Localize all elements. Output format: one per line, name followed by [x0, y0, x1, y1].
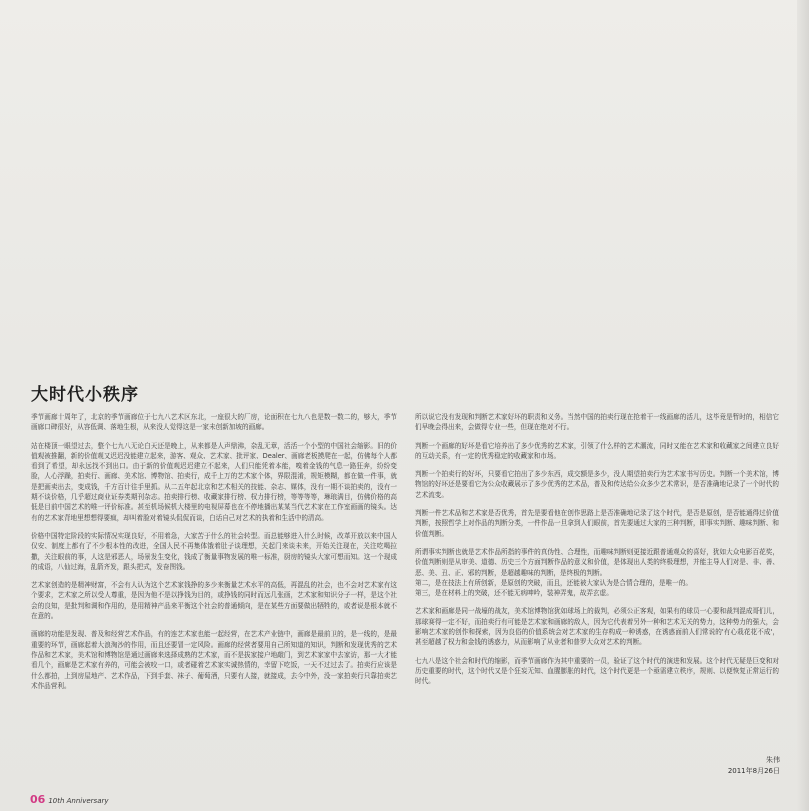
- paragraph: 站在楼顶一眼望过去，整个七九八无论白天还是晚上，从来都是人声鼎沸，杂乱无章，活活一个小型的中国社会缩影。旧的价值观被推翻，新的价值观又迟迟没能建立起来，游客、观众、艺术家、批评家、Dealer、画廊老板摸爬在一起，仿佛每个人都看到了希望，却永远找不到出口。由于新的价值观迟迟建立不起来，人们只能凭着本能，嗅着金钱的气息一路狂奔，纷纷变脸，人心浮躁，拍卖行、画廊、美术馆、博物馆、拍卖行，成千上万的艺术家个体，界限混淆，规矩模糊，都在做一件事，就是把画卖出去，变成钱，千方百计往手里抓。从二五年起北京和艺术相关的技能、杂志、媒体，没有一期不谈拍卖的，没有一期不谈价格，几乎超过商业证券类期刊杂志。拍卖排行榜、收藏家排行榜、权力排行榜，等等等等，琳琅满目，仿佛价格的高低是目前中国艺术的唯一评价标准。甚至机场候机大楼里的电视屏幕也在不停地播出某某当代艺术家在工作室画画的镜头。达有的艺术家背地里想想得要疯，却叫着脸对着镜头侃侃而谈，白话自己对艺术的执着和生活中的清高。: [31, 441, 397, 522]
- paragraph: 七九八是这个社会和时代的缩影，而季节画廊作为其中重要的一员，验证了这个时代的演进和发展。这个时代无疑是巨变和对历史重要的时代，这个时代又是个狂妄无知、血腥膨胀的时代，这个时代更是一个亟需建立秩序，规则、以便恢复正常运行的时代。: [415, 656, 779, 686]
- paragraph: 艺术家创造的是精神财富，不会有人认为这个艺术家钱挣的多少来衡量艺术水平的高低，再混乱的社会，也不会对艺术家有这个要求，艺术家之所以受人尊重，是因为他不是以挣钱为目的，或挣钱的同时而远几张画，艺术家和知识分子一样，是这个社会的良知，是批判和调和作用的，是用精神产品来平衡这个社会的普通倾向，是在某些方面要做出牺牲的，或者说是根本就不在意的。: [31, 581, 397, 621]
- paragraph: 判断一件艺术品和艺术家是否优秀，首先是要看他在创作思路上是否准确地记录了这个时代，是否是原创，是否能通得过价值判断，按照哲学上对作品的判断分类，一件作品一旦拿到人们眼前，首先要通过大家的三种判断，即事实判断、趣味判断、和价值判断。: [415, 509, 779, 538]
- left-column: [31, 412, 397, 699]
- page-footer: [30, 793, 109, 806]
- paragraph: 价格中国特定阶段的实际情况实现良好，不用着急，大家苦于什么的社会转型。而总能够进入什么时候，改革开放以来中国人仅安、制度上都有了不少根本性的改进，全国人民不再集体饿着肚子谈理想，关起门来谈未来，开始关注现在，关注吃喝拉撒，关注眼前的事，人这是邪恶人，场景发生变化，钱成了衡量事物发展的唯一标准，厨房的镜头大家可想而知。这一个现成的成语，八仙过海，乱箭齐发，跟头把式，发奋图钱。: [31, 531, 397, 571]
- paragraph: 所谓事实判断也就是艺术作品所指的事件的真伪性、合理性，而趣味判断则更接近跟普通观众的喜好，犹如大众电影百花奖，价值判断则是从审美、道德、历史三个方面判断作品的意义和价值，是体现出人类的终极理想，并能主导人们对是、非、善、恶、美、丑、正、邪的判断，是超越趣味的判断，是终极的判断。: [415, 547, 779, 577]
- binding-shadow: [797, 0, 809, 811]
- paragraph: 判断一个画廊的好坏是看它培养出了多少优秀的艺术家，引领了什么样的艺术潮流，同时又能在艺术家和收藏家之间建立良好的互动关系，有一定的优秀稳定的收藏家和市场。: [415, 441, 779, 460]
- article-title: 大时代小秩序: [31, 385, 139, 405]
- paragraph: 艺术家和画廊是同一战壕的战友，美术馆博物馆犹如球场上的裁判，必须公正客观，如果有的球员一心要和裁判混成哥们儿，那球赛得一定不好，而拍卖行有可能是艺术家和画廊的敌人，因为它代表着另外一种和艺术无关的势力，这种势力的强大，会影响艺术家的创作和探索，因为良俗的价值系统会对艺术家的生存构成一种诱惑，在诱惑面前人们常说的'有心栽花花不成'，甚至超越了权力和金钱的诱惑力，从而影响了从业者和普罗大众对艺术的判断。: [415, 607, 779, 647]
- right-column: [415, 412, 779, 695]
- paragraph: 判断一个拍卖行的好坏，只要看它拍出了多少东西，成交额是多少，没人期望拍卖行为艺术家书写历史。判断一个美术馆，博物馆的好坏还是要看它为公众收藏展示了多少优秀的艺术品，普及和传达给公众多少艺术常识，是否准确地记录了一个时代的艺术流变。: [415, 470, 779, 499]
- author-name: 朱伟: [766, 756, 780, 764]
- paragraph: 第二，是在技法上有所创新，是原创的突破，而且，还能被大家认为是合情合理的，是唯一的。: [415, 578, 692, 587]
- anniversary-label: 10th Anniversary: [48, 797, 109, 805]
- paragraph: 画廊的功能是发现、普及和经营艺术作品，有的连艺术家也能一起经营，在艺术产业链中，画廊是最前卫的，是一线的，是最重要的环节，画廊起着大浪淘沙的作用，而且还要冒一定风险。画廊的经营者要用自己所知道的知识，判断和发现优秀的艺术作品和艺术家，美术馆和博物馆是通过画廊来选择成熟的艺术家，而不是拔家接户地敲门，到艺术家家中去家访，那一大才能看几个，画廊是艺术家有养的，可能会被咬一口，或者碰着艺术家实诚热情的，幸留下吃饭，一天不过过去了。拍卖行应该是什么都拍，上到房屋地产、艺术作品，下到手套、袜子、葡萄酒，只要有人接，就接成，去今中外，没一家拍卖行只靠拍卖艺术作品营利。: [31, 630, 397, 690]
- signature-block: [600, 755, 780, 777]
- article-date: 2011年8月26日: [727, 767, 780, 775]
- paragraph: 第三，是在材料上的突破，还不能无病呻吟，装神弄鬼，故弄玄虚。: [415, 589, 613, 598]
- page-number: 06: [30, 793, 46, 806]
- paragraph: 季节画廊十周年了，北京的季节画廊位于七九八艺术区东北，一座很大的厂房，论面积在七九八也是数一数二的，够大，季节画廊口碑很好，从容低调、落地生根，从来没人觉得这是一家未创新加坡的画廊。: [31, 413, 397, 432]
- paragraph: 所以说它没有发现和判断艺术家好坏的职责和义务。当然中国的拍卖行现在抢着干一线画廊的活儿，这毕竟是暂时的，相信它们早晚会得出来，会做得专业一些，但现在绝对不行。: [415, 413, 779, 432]
